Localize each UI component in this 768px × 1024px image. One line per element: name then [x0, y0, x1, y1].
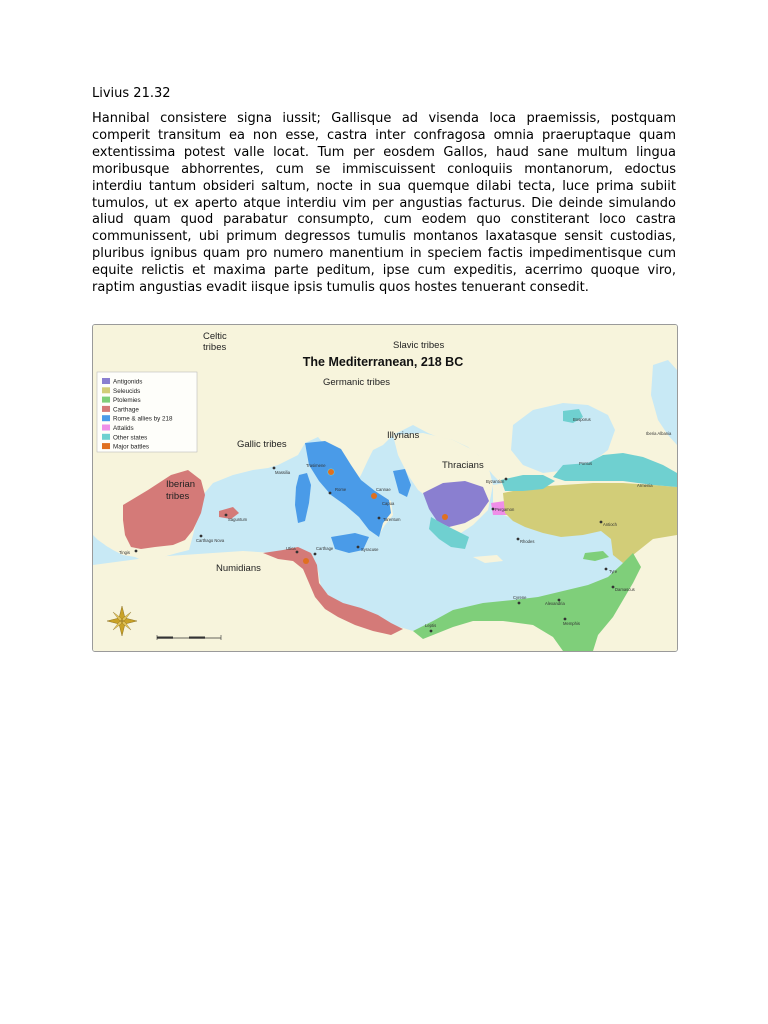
- city-dot-antioch: [600, 521, 603, 524]
- legend-swatch: [102, 387, 110, 393]
- region-label-celtic-2: tribes: [203, 342, 227, 353]
- region-label-iberian-1: Iberian: [166, 479, 196, 490]
- city-label-trasimene: Trasimene: [306, 463, 326, 468]
- city-label-carthago-nova: Carthago Nova: [196, 538, 225, 543]
- region-label-numidians: Numidians: [216, 563, 261, 574]
- legend-label: Rome & allies by 218: [113, 415, 173, 423]
- city-label-antioch: Antioch: [603, 522, 617, 527]
- city-label-leptis: Leptis: [425, 623, 437, 628]
- region-label-illyrians: Illyrians: [387, 430, 420, 441]
- city-label-tarentum: Tarentum: [383, 517, 401, 522]
- region-label-thracians: Thracians: [442, 460, 484, 471]
- city-label-syracuse: Syracuse: [361, 547, 379, 552]
- city-dot-carthago-nova: [200, 535, 203, 538]
- city-label-alexandria: Alexandria: [545, 601, 565, 606]
- city-dot-massilia: [273, 467, 276, 470]
- battle-marker-greece: [442, 514, 448, 520]
- mediterranean-map: [92, 324, 678, 652]
- legend-swatch: [102, 443, 110, 449]
- region-label-gallic: Gallic tribes: [237, 439, 287, 450]
- city-label-byzantion: Byzantion: [486, 479, 505, 484]
- city-label-carthage: Carthage: [316, 546, 334, 551]
- city-dot-byzantion: [505, 478, 508, 481]
- city-dot-tarentum: [378, 517, 381, 520]
- document-heading: Livius 21.32: [92, 86, 171, 101]
- city-label-bosporus: Bosporus: [573, 417, 591, 422]
- city-label-massilia: Massilia: [275, 470, 291, 475]
- city-label-damascus: Damascus: [615, 587, 635, 592]
- battle-marker-trasimene-fill: [328, 469, 334, 475]
- legend-label: Attalids: [113, 425, 134, 432]
- city-label-capua: Capua: [382, 501, 395, 506]
- city-dot-rome: [329, 492, 332, 495]
- city-label-utica: Utica: [286, 546, 296, 551]
- legend-swatch: [102, 434, 110, 440]
- city-label-cannae: Cannae: [376, 487, 391, 492]
- legend-label: Seleucids: [113, 387, 141, 395]
- city-label-memphis: Memphis: [563, 621, 580, 626]
- region-label-celtic-1: Celtic: [203, 331, 227, 342]
- city-dot-syracuse: [357, 546, 360, 549]
- city-label-rome: Rome: [335, 487, 347, 492]
- city-label-rhodes: Rhodes: [520, 539, 535, 544]
- city-label-armenia: Armenia: [637, 483, 653, 488]
- city-label-pontus: Pontus: [579, 461, 593, 466]
- battle-marker-cannae: [371, 493, 377, 499]
- city-label-iberia-albania: Iberia Albania: [646, 431, 672, 436]
- city-dot-carthage: [314, 553, 317, 556]
- map-canvas: [93, 325, 677, 651]
- city-dot-saguntum: [225, 514, 228, 517]
- legend-label: Major battles: [113, 443, 150, 451]
- legend-swatch: [102, 425, 110, 431]
- region-label-iberian-2: tribes: [166, 491, 190, 502]
- legend-swatch: [102, 406, 110, 412]
- region-label-germanic: Germanic tribes: [323, 377, 391, 388]
- city-label-tingis: Tingis: [119, 550, 131, 555]
- battle-marker-zama: [303, 558, 309, 564]
- map-legend: [97, 372, 197, 452]
- city-dot-memphis: [564, 618, 567, 621]
- city-label-cyrene: Cyrene: [513, 595, 527, 600]
- city-label-saguntum: Saguntum: [228, 517, 248, 522]
- city-dot-cyrene: [518, 602, 521, 605]
- city-dot-tingis: [135, 550, 138, 553]
- legend-label: Ptolemies: [113, 397, 141, 405]
- legend-label: Carthage: [113, 406, 139, 414]
- city-dot-rhodes: [517, 538, 520, 541]
- legend-swatch: [102, 397, 110, 403]
- legend-label: Antigonids: [113, 378, 143, 386]
- legend-label: Other states: [113, 434, 148, 442]
- city-dot-damascus: [612, 586, 615, 589]
- city-dot-tyre: [605, 568, 608, 571]
- city-dot-leptis: [430, 630, 433, 633]
- map-title: The Mediterranean, 218 BC: [302, 355, 464, 369]
- document-paragraph: Hannibal consistere signa iussit; Gallisque ad visenda loca praemissis, postquam comperit transitum ea non esse, castra inter confragosa omnia praeruptaque quam extentissima potest valle locat. Tum per eosdem Gallos, haud sane multum lingua moribusque abhorrentes, cum se immiscuissent conloquiis montanorum, edoctus interdiu tantum obsideri saltum, nocte in sua quemque dilabi tecta, luce prima subiit tumulos, ut ex aperto atque interdiu vim per angustias facturus. Die deinde simulando aliud quam quod parabatur consumpto, cum eodem quo constiterant loco castra communissent, ubi primum degressos tumulis montanos laxatasque sensit custodias, pluribus ignibus quam pro numero manentium in speciem factis impedimentisque cum equite relictis et maxima parte peditum, ipse cum expeditis, acerrimo quoque viro, raptim angustias evadit iisque ipsis tumulis quos hostes tenuerant consedit.: [92, 111, 676, 296]
- legend-swatch: [102, 378, 110, 384]
- city-dot-utica: [296, 551, 299, 554]
- city-label-pergamon: Pergamon: [495, 507, 515, 512]
- city-label-tyre: Tyre: [609, 569, 618, 574]
- city-dot-pergamon: [492, 508, 495, 511]
- region-label-slavic: Slavic tribes: [393, 340, 445, 351]
- legend-swatch: [102, 415, 110, 421]
